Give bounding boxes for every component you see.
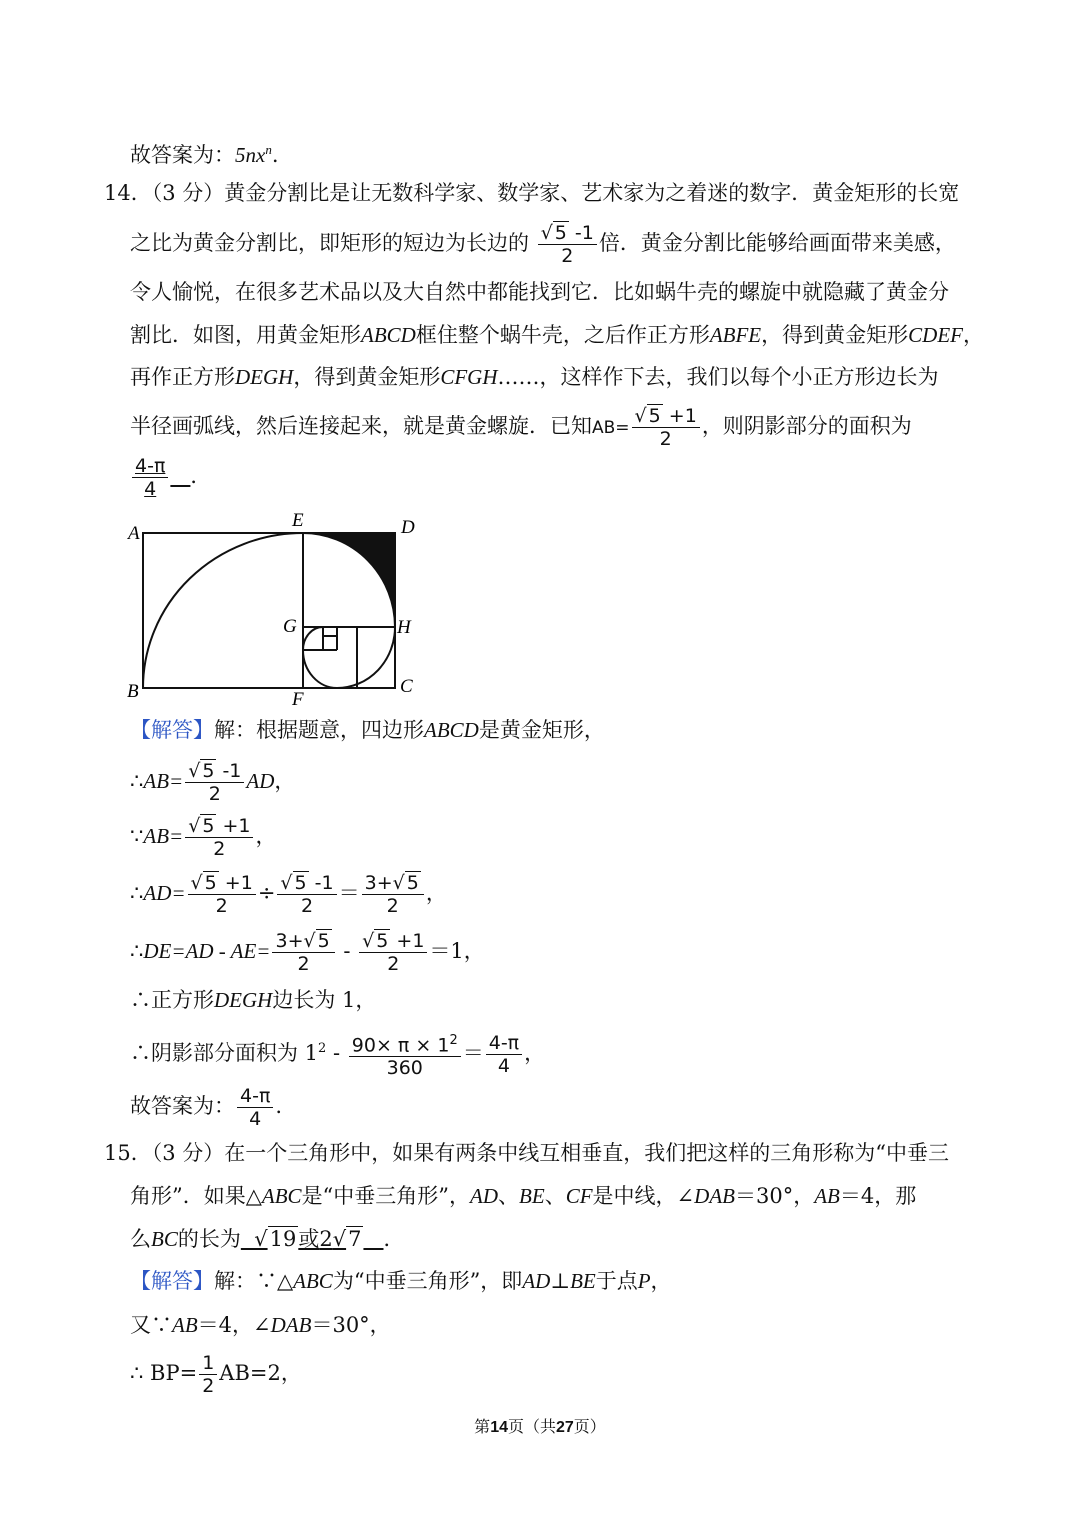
sol15-line1: 【解答】解：∵△ABC为“中垂三角形”，即AD⊥BE于点P， — [130, 1269, 672, 1293]
sol14-line6: ∴正方形DEGH边长为 1， — [130, 988, 377, 1012]
label-a: A — [128, 523, 140, 544]
golden-spiral-figure — [120, 512, 540, 712]
page-footer: 第14页（共27页） — [474, 1417, 606, 1436]
q14-line3: 令人愉悦，在很多艺术品以及大自然中都能找到它．比如蜗牛壳的螺旋中就隐藏了黄金分 — [130, 280, 949, 304]
q14-line5: 再作正方形DEGH，得到黄金矩形CFGH……，这样作下去，我们以每个小正方形边长为 — [130, 365, 939, 389]
shaded-region — [303, 533, 395, 627]
sol14-line3: ∵AB= $\frac{√ 5 +1}{2}$ ， — [130, 815, 277, 860]
sol14-line7: ∴阴影部分面积为 $1^2$ - $\frac{90\times \pi \times 1^2}{360}$ ＝ $\frac{4-\pi}{4}$ ， — [130, 1030, 545, 1079]
label-g: G — [283, 616, 297, 637]
prev-answer: 故答案为：$5nx^n$. — [130, 142, 279, 167]
q14-line6: 半径画弧线，然后连接起来，就是黄金螺旋．已知AB= $\frac{√ 5 +1}{2}$ ，则阴影部分的面积为 — [130, 405, 912, 450]
q14-answer: $\frac{4-\pi}{4}$ ． — [130, 455, 211, 500]
sol14-line8: 故答案为： $\frac{4-\pi}{4}$ . — [130, 1085, 283, 1130]
label-d: D — [401, 517, 415, 538]
q15-line3: 么BC的长为 √19或2√7 ． — [130, 1227, 405, 1251]
q14-answer-fraction: $\frac{4-\pi}{4}$ — [132, 455, 168, 500]
sol14-line5: ∴DE=AD - AE= $\frac{3+√ 5}{2}$ - $\frac{√ 5 +1}{2}$ ＝1， — [130, 930, 485, 975]
q14-line2: 之比为黄金分割比，即矩形的短边为长边的 $\frac{√ 5 -1}{2}$ 倍．黄金分割比能够给画面带来美感， — [130, 222, 956, 267]
q14-line1: 14．（3 分）黄金分割比是让无数科学家、数学家、艺术家为之着迷的数字．黄金矩形的长宽 — [104, 181, 960, 205]
label-b: B — [127, 681, 139, 702]
golden-ratio-fraction: $\frac{√ 5 -1}{2}$ — [538, 222, 597, 267]
q14-line4: 割比．如图，用黄金矩形ABCD框住整个蜗牛壳，之后作正方形ABFE，得到黄金矩形CDEF， — [130, 323, 984, 347]
q15-answer: √19或2√7 — [240, 1227, 362, 1251]
label-c: C — [400, 676, 413, 697]
label-h: H — [397, 617, 411, 638]
ab-fraction: $\frac{√ 5 +1}{2}$ — [632, 405, 700, 450]
sol14-line1: 【解答】解：根据题意，四边形ABCD是黄金矩形， — [130, 718, 605, 742]
label-e: E — [292, 512, 304, 531]
sol15-line3: ∴ BP= $\frac{1}{2}$ AB=2， — [130, 1352, 302, 1397]
sol14-line2: ∴AB= $\frac{√ 5 -1}{2}$ AD， — [130, 760, 296, 805]
q15-line1: 15．（3 分）在一个三角形中，如果有两条中线互相垂直，我们把这样的三角形称为“中垂三 — [104, 1141, 950, 1165]
sol15-line2: 又∵AB＝4，∠DAB＝30°， — [130, 1313, 391, 1337]
label-f: F — [292, 689, 304, 710]
sol14-line4: ∴AD= $\frac{√ 5 +1}{2}$ ÷ $\frac{√ 5 -1}{2}$ ＝ $\frac{3+√ 5}{2}$ ， — [130, 872, 447, 917]
q15-line2: 角形”．如果△ABC是“中垂三角形”，AD、BE、CF是中线，∠DAB＝30°，AB＝4，那 — [130, 1184, 917, 1208]
